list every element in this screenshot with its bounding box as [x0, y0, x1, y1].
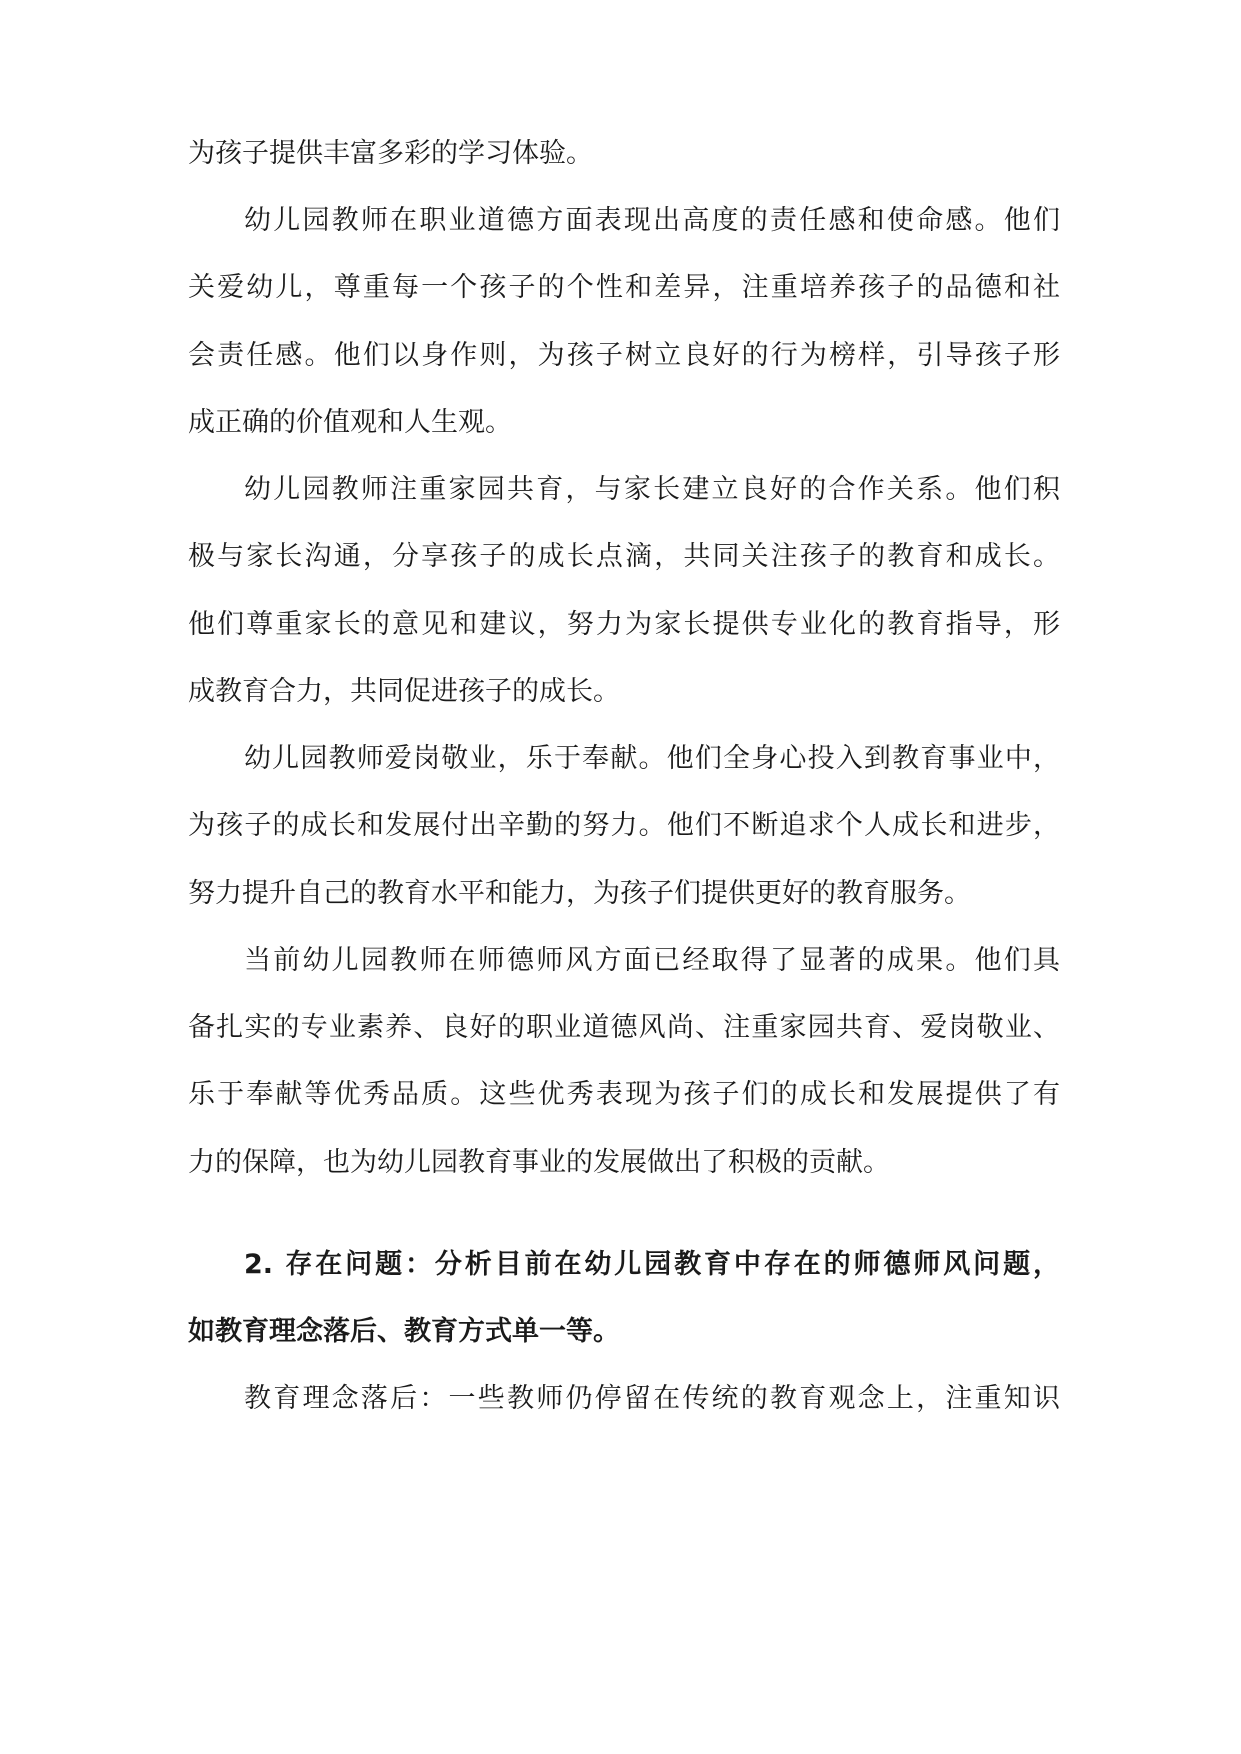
text-line: 极与家长沟通，分享孩子的成长点滴，共同关注孩子的教育和成长。 — [188, 541, 1060, 572]
text-line: 力的保障，也为幼儿园教育事业的发展做出了积极的贡献。 — [188, 1147, 890, 1178]
text-line: 乐于奉献等优秀品质。这些优秀表现为孩子们的成长和发展提供了有 — [188, 1079, 1060, 1110]
text-line: 备扎实的专业素养、良好的职业道德风尚、注重家园共育、爱岗敬业、 — [188, 1012, 1060, 1043]
text-line: 教育理念落后：一些教师仍停留在传统的教育观念上，注重知识 — [244, 1383, 1060, 1414]
text-line: 幼儿园教师注重家园共育，与家长建立良好的合作关系。他们积 — [244, 474, 1060, 505]
text-line: 成教育合力，共同促进孩子的成长。 — [188, 676, 620, 707]
text-line: 会责任感。他们以身作则，为孩子树立良好的行为榜样，引导孩子形 — [188, 340, 1060, 371]
text-line: 幼儿园教师在职业道德方面表现出高度的责任感和使命感。他们 — [244, 205, 1060, 236]
text-line: 当前幼儿园教师在师德师风方面已经取得了显著的成果。他们具 — [244, 945, 1060, 976]
section-heading: 2. 存在问题：分析目前在幼儿园教育中存在的师德师风问题， — [244, 1249, 1060, 1280]
text-line: 关爱幼儿，尊重每一个孩子的个性和差异，注重培养孩子的品德和社 — [188, 272, 1060, 303]
text-line: 成正确的价值观和人生观。 — [188, 407, 512, 438]
section-heading: 如教育理念落后、教育方式单一等。 — [188, 1316, 620, 1347]
text-line: 努力提升自己的教育水平和能力，为孩子们提供更好的教育服务。 — [188, 878, 971, 909]
text-line: 他们尊重家长的意见和建议，努力为家长提供专业化的教育指导，形 — [188, 609, 1060, 640]
text-line: 幼儿园教师爱岗敬业，乐于奉献。他们全身心投入到教育事业中， — [244, 743, 1060, 774]
text-line: 为孩子的成长和发展付出辛勤的努力。他们不断追求个人成长和进步， — [188, 810, 1060, 841]
text-line: 为孩子提供丰富多彩的学习体验。 — [188, 138, 593, 169]
